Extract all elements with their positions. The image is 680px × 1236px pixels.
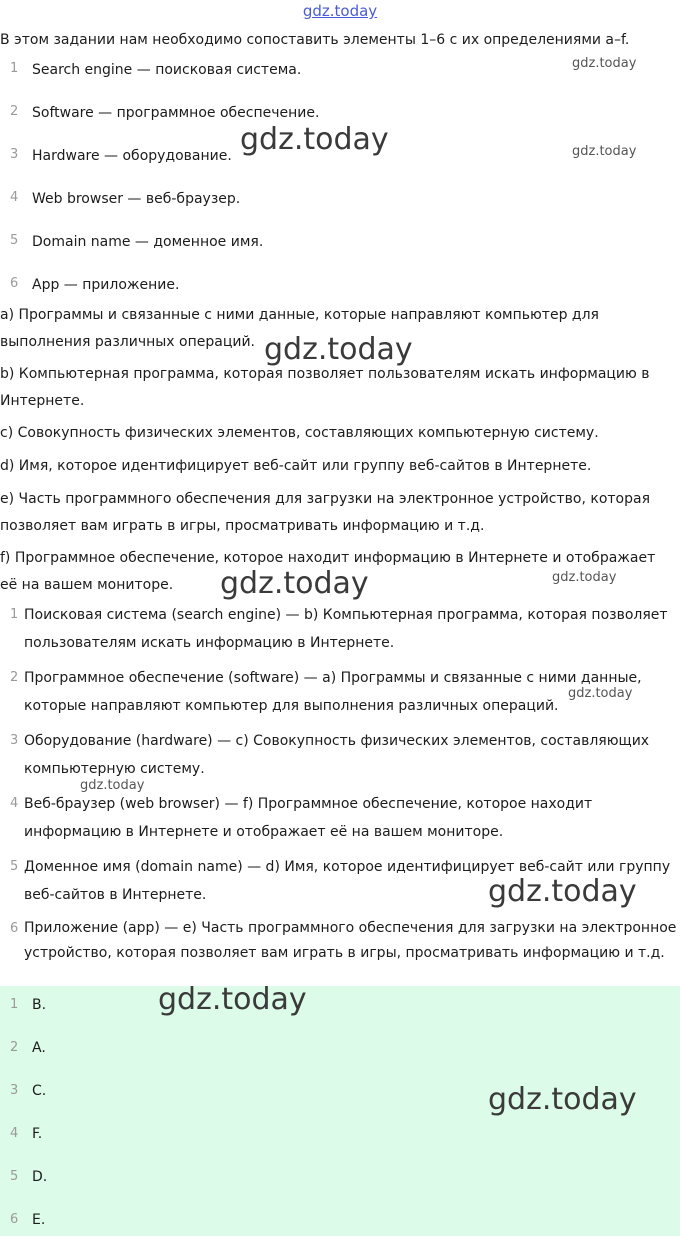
watermark: gdz.today — [488, 1082, 637, 1117]
list-number: 4 — [10, 796, 19, 811]
match-text: Оборудование (hardware) — c) Совокупность физических элементов, составляющих компьютерную систему. — [24, 733, 650, 777]
list-number: 5 — [10, 1169, 19, 1184]
list-number: 2 — [10, 670, 19, 685]
list-number: 1 — [10, 61, 19, 76]
match-item — [10, 727, 678, 783]
list-item: Web browser — веб-браузер. — [32, 191, 241, 207]
list-item: App — приложение. — [32, 277, 180, 293]
list-number: 6 — [10, 276, 19, 291]
watermark: gdz.today — [158, 982, 307, 1017]
list-number: 2 — [10, 104, 19, 119]
list-number: 4 — [10, 1126, 19, 1141]
match-text: Веб-браузер (web browser) — f) Программное обеспечение, которое находит информацию в Интернете и отображает её на вашем мониторе. — [24, 796, 593, 840]
match-item — [10, 916, 678, 966]
list-number: 2 — [10, 1040, 19, 1055]
list-item: Search engine — поисковая система. — [32, 62, 302, 78]
definition-c: c) Совокупность физических элементов, составляющих компьютерную систему. — [0, 425, 599, 441]
watermark: gdz.today — [552, 570, 617, 585]
list-number: 3 — [10, 1083, 19, 1098]
answer-item: E. — [32, 1212, 46, 1228]
match-text: Поисковая система (search engine) — b) Компьютерная программа, которая позволяет пользователям искать информацию в Интернете. — [24, 607, 668, 651]
answer-item: B. — [32, 997, 47, 1013]
match-item — [10, 790, 678, 846]
watermark: gdz.today — [264, 332, 413, 367]
match-text: Программное обеспечение (software) — a) Программы и связанные с ними данные, которые направляют компьютер для выполнения различных операций. — [24, 670, 642, 714]
watermark: gdz.today — [488, 874, 637, 909]
watermark: gdz.today — [240, 122, 389, 157]
list-number: 1 — [10, 997, 19, 1012]
list-item: Domain name — доменное имя. — [32, 234, 264, 250]
list-number: 3 — [10, 147, 19, 162]
definition-e: e) Часть программного обеспечения для загрузки на электронное устройство, которая позволяет вам играть в игры, просматривать информацию и т.д. — [0, 491, 650, 534]
match-item — [10, 601, 678, 657]
list-item: Software — программное обеспечение. — [32, 105, 320, 121]
watermark: gdz.today — [568, 686, 633, 701]
list-number: 5 — [10, 859, 19, 874]
list-number: 3 — [10, 733, 19, 748]
answer-item: F. — [32, 1126, 43, 1142]
list-number: 4 — [10, 190, 19, 205]
intro-text: В этом задании нам необходимо сопоставить элементы 1–6 с их определениями a–f. — [0, 32, 630, 48]
list-number: 6 — [10, 921, 19, 936]
match-text: Приложение (app) — e) Часть программного обеспечения для загрузки на электронное устройство, которая позволяет вам играть в игры, просматривать информацию и т.д. — [24, 920, 677, 961]
definition-d: d) Имя, которое идентифицирует веб-сайт или группу веб-сайтов в Интернете. — [0, 458, 592, 474]
answer-item: D. — [32, 1169, 48, 1185]
watermark: gdz.today — [572, 144, 637, 159]
list-number: 6 — [10, 1212, 19, 1227]
answer-item: A. — [32, 1040, 46, 1056]
definition-f: f) Программное обеспечение, которое находит информацию в Интернете и отображает её на вашем мониторе. — [0, 550, 656, 593]
list-number: 5 — [10, 233, 19, 248]
list-number: 1 — [10, 607, 19, 622]
site-watermark-link[interactable]: gdz.today — [302, 2, 378, 20]
definition-b: b) Компьютерная программа, которая позволяет пользователям искать информацию в Интернете. — [0, 366, 650, 409]
answer-item: C. — [32, 1083, 47, 1099]
match-text: Доменное имя (domain name) — d) Имя, которое идентифицирует веб-сайт или группу веб-сайтов в Интернете. — [24, 859, 671, 903]
watermark: gdz.today — [80, 778, 145, 793]
definition-a: a) Программы и связанные с ними данные, которые направляют компьютер для выполнения различных операций. — [0, 307, 599, 350]
watermark: gdz.today — [572, 56, 637, 71]
list-item: Hardware — оборудование. — [32, 148, 232, 164]
watermark: gdz.today — [220, 566, 369, 601]
